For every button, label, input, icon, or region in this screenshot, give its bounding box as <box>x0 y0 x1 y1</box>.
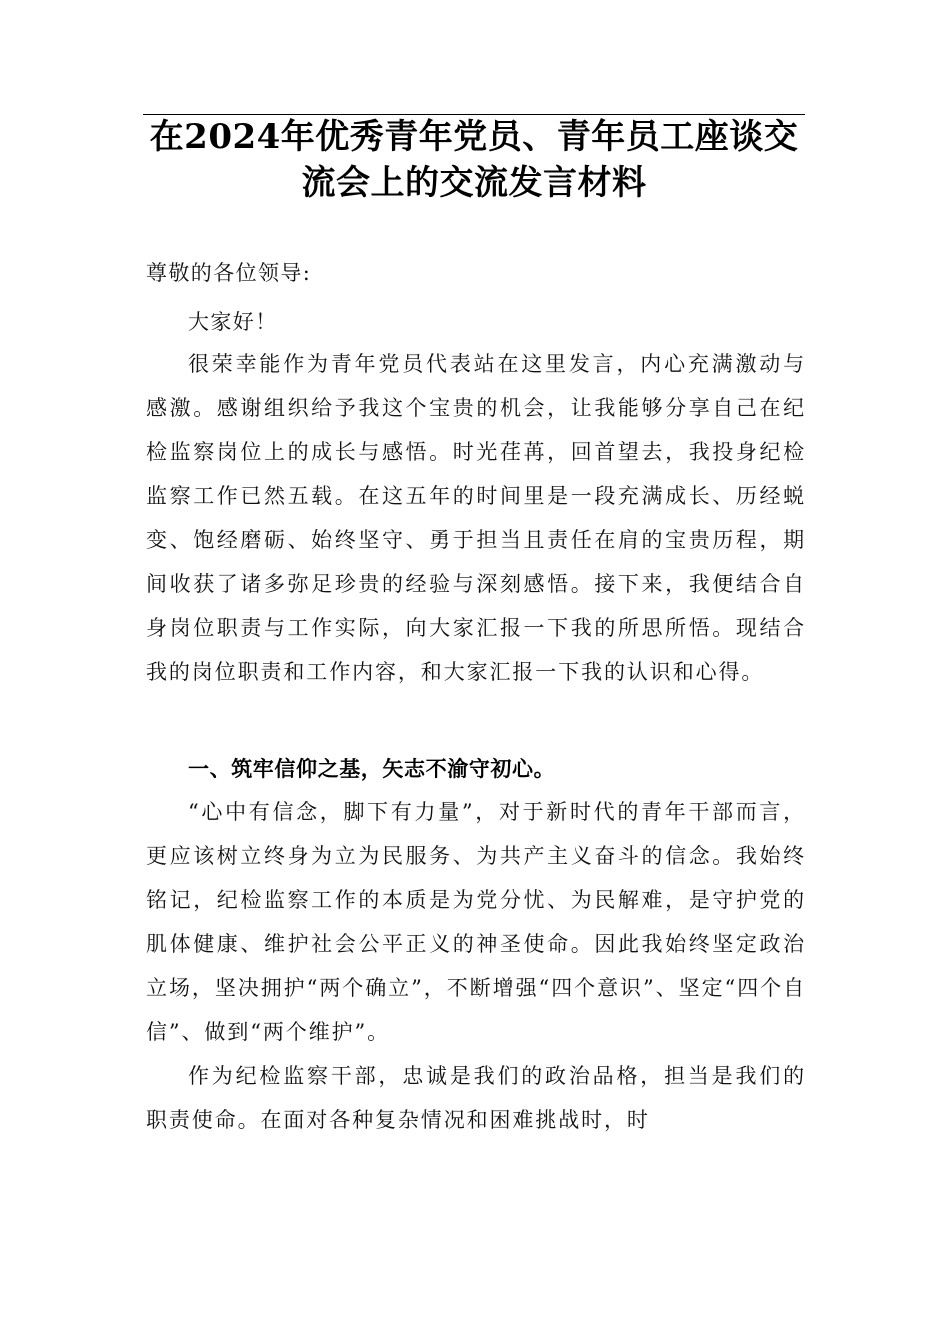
salutation: 尊敬的各位领导: <box>146 261 312 285</box>
section-1-body <box>146 790 806 1142</box>
intro-paragraph-block <box>146 342 806 694</box>
greeting: 大家好！ <box>188 310 278 334</box>
title-line-1: 在2024年优秀青年党员、青年员工座谈交 <box>149 117 799 157</box>
paragraph-1: 很荣幸能作为青年党员代表站在这里发言，内心充满激动与感激。感谢组织给予我这个宝贵的机会，让我能够分享自己在纪检监察岗位上的成长与感悟。时光荏苒，回首望去，我投身纪检监察工作已然五载。在这五年的时间里是一段充满成长、历经蜕变、饱经磨砺、始终坚守、勇于担当且责任在肩的宝贵历程，期间收获了诸多弥足珍贵的经验与深刻感悟。接下来，我便结合自身岗位职责与工作实际，向大家汇报一下我的所思所悟。现结合我的岗位职责和工作内容，和大家汇报一下我的认识和心得。 <box>146 352 806 684</box>
document-title <box>143 114 805 206</box>
title-line-2: 流会上的交流发言材料 <box>301 163 647 203</box>
section-1-heading: 一、筑牢信仰之基，矢志不渝守初心。 <box>188 757 556 781</box>
paragraph-3: 作为纪检监察干部，忠诚是我们的政治品格，担当是我们的职责使命。在面对各种复杂情况和困难挑战时，时 <box>146 1064 806 1132</box>
paragraph-2: “心中有信念，脚下有力量”，对于新时代的青年干部而言，更应该树立终身为立为民服务、为共产主义奋斗的信念。我始终铭记，纪检监察工作的本质是为党分忧、为民解难，是守护党的肌体健康、维护社会公平正义的神圣使命。因此我始终坚定政治立场，坚决拥护“两个确立”，不断增强“四个意识”、坚定“四个自信”、做到“两个维护”。 <box>146 800 806 1044</box>
